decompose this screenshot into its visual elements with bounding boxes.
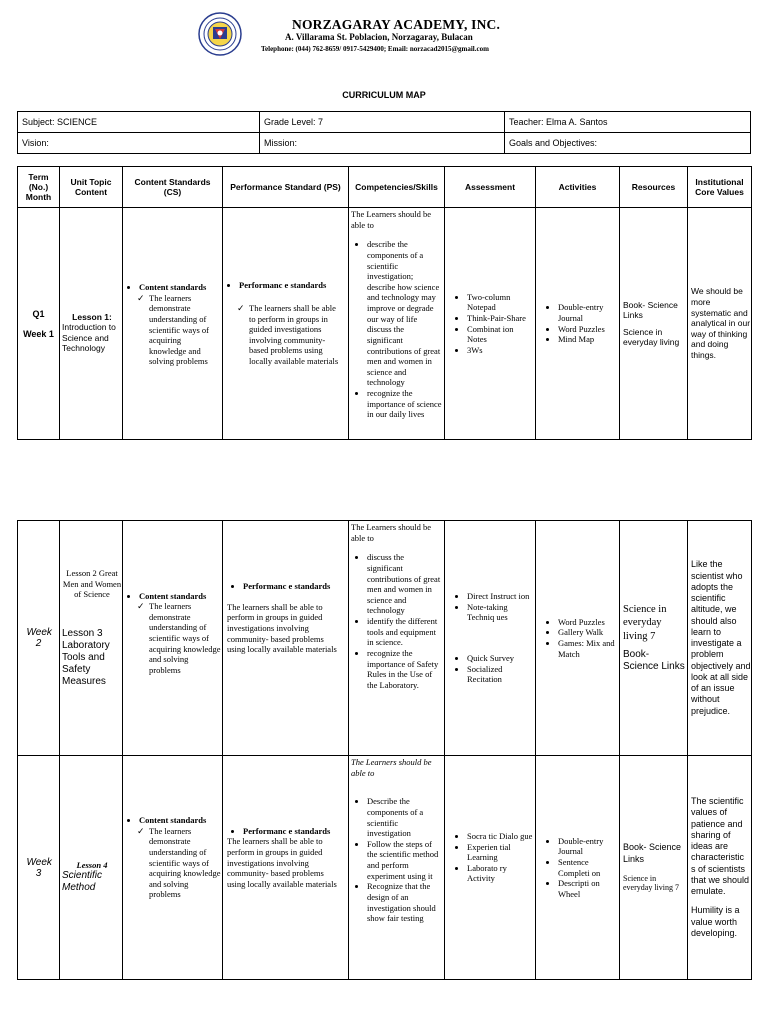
performance-standard-cell — [223, 208, 349, 440]
activity-item: • Games: Mix and Match — [558, 638, 619, 659]
lesson-topic: Scientific Method — [62, 869, 103, 893]
core-values-cell: We should be more systematic and analytical in our way of thinking and doing things. — [688, 208, 752, 440]
cs-text: ✓ The learners demonstrate understanding of scientific ways of acquiring knowledge and solving problems — [149, 601, 222, 675]
cs-text: ✓ The learners demonstrate understanding of scientific ways of acquiring knowledge and solving problems — [149, 293, 220, 367]
term-cell — [18, 208, 60, 440]
table-row-week3 — [18, 756, 752, 980]
activity-item: • Double-entry Journal — [558, 302, 619, 323]
comp-item: • describe the components of a scientific investigation; describe how science and technology may improve or degrade our way of life discuss the significant contributions of great men and women in science and technology — [367, 239, 442, 388]
activity-item: • Sentence Completi on — [558, 857, 619, 878]
resource-item: Science in everyday living 7 — [623, 873, 679, 893]
resource-item: Book- Science Links — [623, 842, 682, 864]
col-activities-header: Activities — [536, 167, 620, 208]
comp-item: • recognize the importance of science in our daily lives — [367, 388, 442, 420]
col-performance-standard-header: Performance Standard (PS) — [223, 167, 349, 208]
goals-cell: Goals and Objectives: — [505, 133, 751, 154]
core-value-text: The scientific values of patience and sharing of ideas are characteristic s of scientists that we should emulate. — [691, 796, 750, 896]
col-content-standards-header: Content Standards (CS) — [123, 167, 223, 208]
cs-bullet: • Content standards — [139, 282, 220, 293]
core-values-cell — [688, 756, 752, 980]
ps-text: ✓ The learners shall be able to perform in groups in guided investigations involving community- based problems using locally available materials — [249, 303, 342, 367]
col-term-header: Term (No.) Month — [18, 167, 60, 208]
activity-item: • Descripti on Wheel — [558, 878, 619, 899]
term-label: Q1 — [32, 308, 45, 319]
activity-item: • Double-entry Journal — [558, 836, 619, 857]
comp-item: • identify the different tools and equipment in science. — [367, 616, 442, 648]
unit-topic-cell — [60, 521, 123, 756]
ps-text: The learners shall be able to perform in groups in guided investigations involving community- based problems using locally available materials — [227, 601, 337, 655]
comp-item: • Follow the steps of the scientific method and perform experiment using it — [367, 839, 442, 882]
lesson-title: Lesson 1: — [72, 312, 112, 323]
assessment-item: • 3Ws — [467, 345, 533, 356]
activities-cell — [536, 521, 620, 756]
col-unit-topic-header: Unit Topic Content — [60, 167, 123, 208]
resource-item: Book- Science Links — [623, 649, 685, 673]
resources-cell — [620, 208, 688, 440]
school-contact: Telephone: (044) 762-8659/ 0917-5429400; Email: norzacad2015@gmail.com — [261, 45, 489, 53]
assessment-item: • Note-taking Techniq ues — [467, 602, 533, 623]
core-value-text: Humility is a value worth developing. — [691, 905, 740, 938]
content-standards-cell — [123, 208, 223, 440]
col-competencies-header: Competencies/Skills — [349, 167, 445, 208]
term-cell — [18, 521, 60, 756]
curriculum-table-continued — [17, 520, 752, 980]
lesson2-text: Lesson 2 Great Men and Women of Science — [62, 568, 122, 600]
comp-item: • Describe the components of a scientific investigation — [367, 796, 442, 839]
resource-item: Science in everyday living 7 — [623, 603, 667, 642]
comp-intro: The Learners should be able to — [351, 522, 432, 543]
comp-item: • Recognize that the design of an investigation should show fair testing — [367, 881, 442, 924]
resources-cell — [620, 756, 688, 980]
resource-item: Book- Science Links — [623, 300, 678, 321]
assessment-cell — [445, 208, 536, 440]
curriculum-table — [17, 166, 752, 440]
unit-topic-cell — [60, 756, 123, 980]
assessment-item: • Think-Pair-Share — [467, 313, 533, 324]
assessment-item: • Socialized Recitation — [467, 664, 533, 685]
ps-bullet: • Performanc e standards — [239, 280, 342, 291]
competencies-cell — [349, 208, 445, 440]
lesson-topic: Introduction to Science and Technology — [62, 322, 116, 353]
school-seal-logo — [198, 12, 242, 56]
ps-bullet: • Performanc e standards — [243, 581, 344, 592]
document-header — [0, 8, 768, 63]
activities-cell — [536, 756, 620, 980]
comp-item: • recognize the importance of Safety Rules in the Use of the Laboratory. — [367, 648, 442, 691]
col-core-values-header: Institutional Core Values — [688, 167, 752, 208]
performance-standard-cell — [223, 521, 349, 756]
col-assessment-header: Assessment — [445, 167, 536, 208]
term-cell — [18, 756, 60, 980]
assessment-item: • Experien tial Learning — [467, 842, 533, 863]
school-address: A. Villarama St. Poblacion, Norzagaray, Bulacan — [285, 32, 473, 42]
ps-bullet: • Performanc e standards — [243, 826, 344, 837]
comp-item: • discuss the significant contributions of great men and women in science and technology — [367, 552, 442, 616]
activities-cell — [536, 208, 620, 440]
activity-item: • Gallery Walk — [558, 627, 619, 638]
resources-cell — [620, 521, 688, 756]
assessment-item: • Direct Instruct ion — [467, 591, 533, 602]
activity-item: • Mind Map — [558, 334, 619, 345]
school-name: NORZAGARAY ACADEMY, INC. — [292, 17, 501, 32]
vision-cell: Vision: — [18, 133, 260, 154]
subject-cell: Subject: SCIENCE — [18, 112, 260, 133]
content-standards-cell — [123, 756, 223, 980]
comp-intro: The Learners should be able to — [351, 209, 432, 230]
comp-intro: The Learners should be able to — [351, 757, 432, 778]
table-row-week1 — [18, 208, 752, 440]
assessment-item: • Socra tic Dialo gue — [467, 831, 533, 842]
table-header-row — [18, 167, 752, 208]
assessment-item: • Combinat ion Notes — [467, 324, 533, 345]
teacher-cell: Teacher: Elma A. Santos — [505, 112, 751, 133]
assessment-item: • Laborato ry Activity — [467, 863, 533, 884]
cs-bullet: • Content standards — [139, 815, 222, 826]
cs-text: ✓ The learners demonstrate understanding of scientific ways of acquiring knowledge and solving problems — [149, 826, 222, 900]
assessment-cell — [445, 756, 536, 980]
info-table — [17, 111, 751, 154]
week-label: Week 2 — [26, 627, 52, 649]
col-resources-header: Resources — [620, 167, 688, 208]
unit-topic-cell — [60, 208, 123, 440]
competencies-cell — [349, 521, 445, 756]
assessment-item: • Two-column Notepad — [467, 292, 533, 313]
competencies-cell — [349, 756, 445, 980]
lesson-title: Lesson 4 — [76, 859, 108, 870]
performance-standard-cell — [223, 756, 349, 980]
week-label: Week 3 — [26, 856, 52, 879]
table-row-week2 — [18, 521, 752, 756]
cs-bullet: • Content standards — [139, 591, 222, 602]
activity-item: • Word Puzzles — [558, 617, 619, 628]
mission-cell: Mission: — [260, 133, 505, 154]
assessment-cell — [445, 521, 536, 756]
lesson3-text: Lesson 3 Laboratory Tools and Safety Measures — [62, 627, 110, 687]
week-label: Week 1 — [23, 328, 54, 339]
core-values-cell: Like the scientist who adopts the scientific altitude, we should also learn to investigate a problem objectively and look at all side of an issue without prejudice. — [688, 521, 752, 756]
resource-item: Science in everyday living — [623, 326, 680, 347]
assessment-item: • Quick Survey — [467, 653, 533, 664]
grade-level-cell: Grade Level: 7 — [260, 112, 505, 133]
content-standards-cell — [123, 521, 223, 756]
ps-text: The learners shall be able to perform in groups in guided investigations involving community- based problems using locally available materials — [227, 836, 337, 889]
activity-item: • Word Puzzles — [558, 324, 619, 335]
document-title: CURRICULUM MAP — [342, 90, 426, 100]
